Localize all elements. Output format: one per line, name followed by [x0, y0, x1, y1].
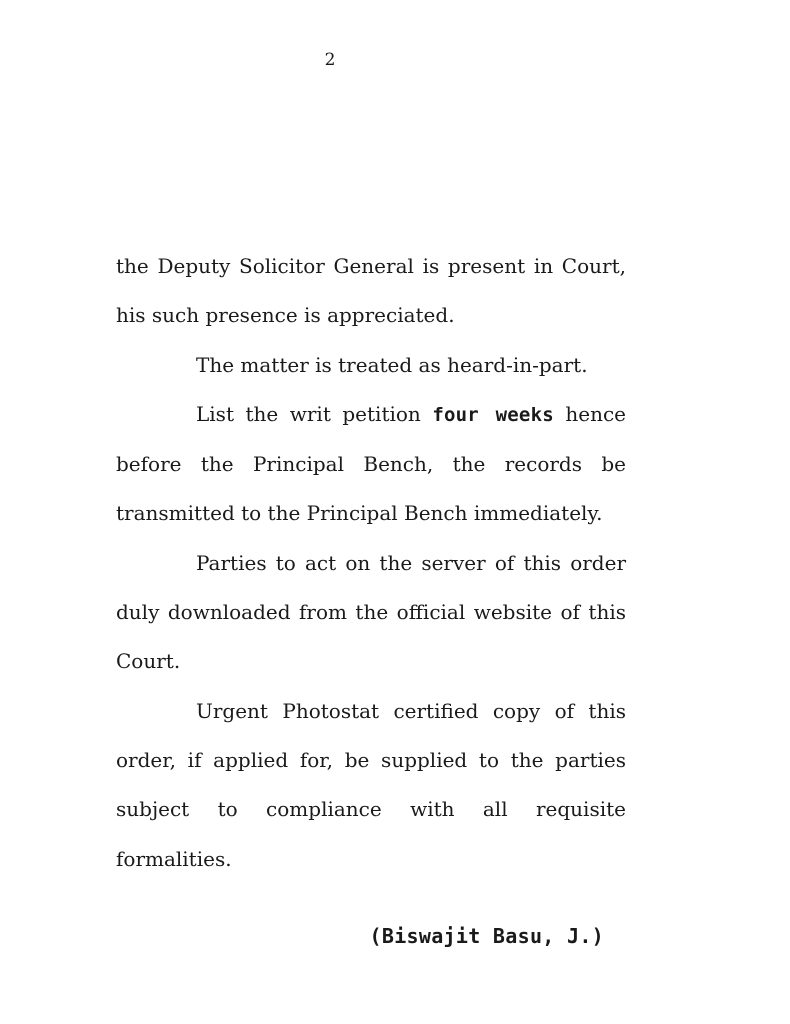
paragraph-heard-in-part: The matter is treated as heard-in-part.	[196, 352, 588, 377]
paragraph-parties-to-act: Parties to act on the server of this order duly downloaded from the official website of this Court.	[116, 550, 626, 674]
four-weeks-emphasis: four weeks	[432, 403, 554, 426]
list-petition-text-before: List the writ petition	[196, 401, 433, 426]
paragraph-list-petition	[116, 390, 626, 539]
judge-signature: (Biswajit Basu, J.)	[369, 924, 604, 948]
order-body	[116, 242, 626, 884]
paragraph-photostat-copy: Urgent Photostat certified copy of this order, if applied for, be supplied to the parties subject to compliance with all requisite formalities.	[116, 698, 626, 871]
page-number: 2	[324, 50, 336, 70]
paragraph-deputy-solicitor: the Deputy Solicitor General is present in Court, his such presence is appreciated.	[116, 254, 626, 328]
list-petition-text-after: hence before the Principal Bench, the records be transmitted to the Principal Bench immediately.	[116, 401, 627, 526]
